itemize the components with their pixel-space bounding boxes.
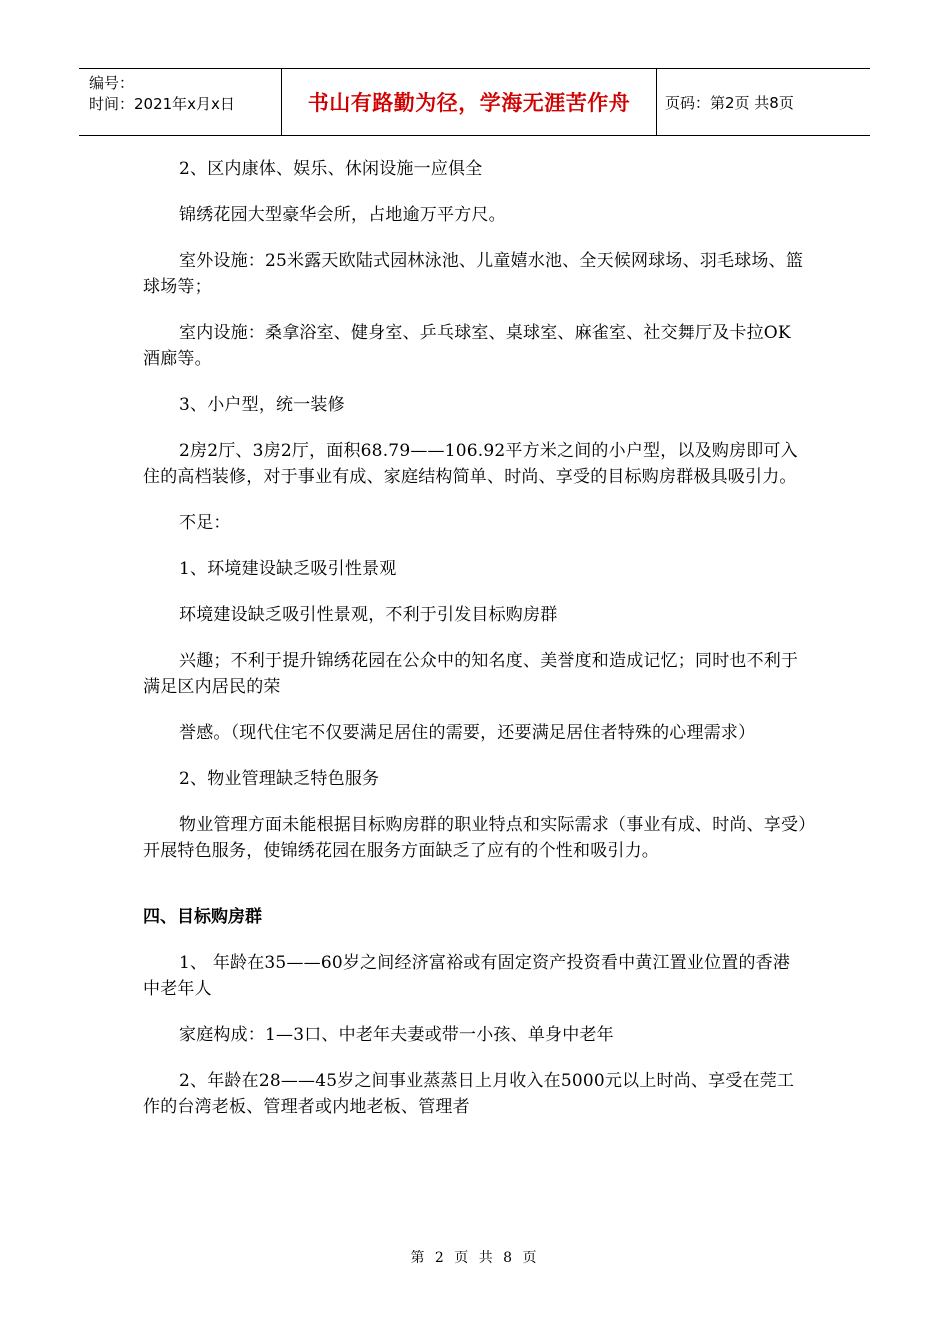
paragraph: 2房2厅、3房2厅，面积68.79——106.92平方米之间的小户型，以及购房即可入住的高档装修，对于事业有成、家庭结构简单、时尚、享受的目标购房群极具吸引力。	[143, 441, 798, 487]
paragraph: 物业管理方面未能根据目标购房群的职业特点和实际需求（事业有成、时尚、享受）开展特色服务，使锦绣花园在服务方面缺乏了应有的个性和吸引力。	[143, 815, 807, 861]
page-footer: 第 2 页 共 8 页	[410, 1250, 540, 1266]
paragraph: 室外设施：25米露天欧陆式园林泳池、儿童嬉水池、全天候网球场、羽毛球场、篮球场等；	[143, 251, 804, 297]
paragraph: 2、区内康体、娱乐、休闲设施一应俱全	[179, 159, 483, 179]
paragraph: 誉感。（现代住宅不仅要满足居住的需要，还要满足居住者特殊的心理需求）	[179, 723, 756, 743]
paragraph: 1、 年龄在35——60岁之间经济富裕或有固定资产投资看中黄江置业位置的香港中老年人	[143, 953, 791, 999]
paragraph: 1、环境建设缺乏吸引性景观	[179, 559, 397, 579]
time-label: 时间：2021年x月x日	[89, 95, 235, 113]
paragraph: 锦绣花园大型豪华会所，占地逾万平方尺。	[179, 205, 506, 225]
header-meta	[79, 69, 282, 135]
paragraph: 2、年龄在28——45岁之间事业蒸蒸日上月收入在5000元以上时尚、享受在莞工作的台湾老板、管理者或内地老板、管理者	[143, 1071, 795, 1117]
paragraph: 兴趣；不利于提升锦绣花园在公众中的知名度、美誉度和造成记忆；同时也不利于满足区内居民的荣	[143, 651, 799, 697]
section-heading: 四、目标购房群	[143, 907, 262, 927]
paragraph: 家庭构成：1—3口、中老年夫妻或带一小孩、单身中老年	[179, 1025, 614, 1045]
paragraph: 3、小户型，统一装修	[179, 395, 345, 415]
page-header	[79, 68, 870, 136]
paragraph: 不足：	[179, 513, 231, 533]
number-label: 编号：	[89, 74, 135, 92]
paragraph: 2、物业管理缺乏特色服务	[179, 769, 380, 789]
header-motto: 书山有路勤为径，学海无涯苦作舟	[282, 69, 657, 135]
paragraph: 室内设施：桑拿浴室、健身室、乒乓球室、桌球室、麻雀室、社交舞厅及卡拉OK酒廊等。	[143, 323, 791, 369]
header-page-info: 页码：第2页 共8页	[665, 93, 794, 112]
paragraph: 环境建设缺乏吸引性景观，不利于引发目标购房群	[179, 605, 558, 625]
document-body	[143, 156, 807, 1120]
